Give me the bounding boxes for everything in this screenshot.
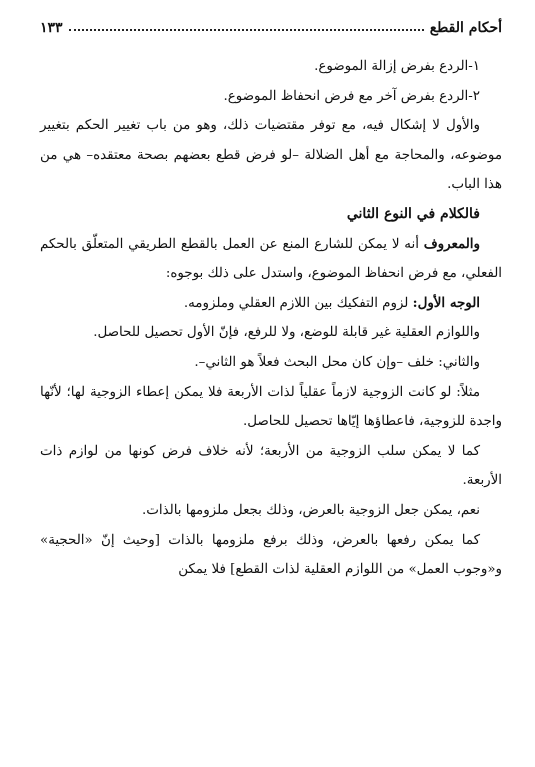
dotted-leader [69, 29, 424, 31]
paragraph-2 [40, 230, 502, 289]
paragraph-3 [40, 289, 502, 319]
paragraph-7: كما لا يمكن سلب الزوجية من الأربعة؛ لأنه خلاف فرض كونها من لوازم ذات الأربعة. [40, 443, 502, 489]
paragraph-5: والثاني: خلف –وإن كان محل البحث فعلاً هو الثاني–. [194, 354, 480, 370]
paragraph-3-text: لزوم التفكيك بين اللازم العقلي وملزومه. [183, 295, 413, 311]
paragraph-4: واللوازم العقلية غير قابلة للوضع، ولا للرفع، فإنّ الأول تحصيل للحاصل. [93, 325, 480, 341]
paragraph-9: كما يمكن رفعها بالعرض، وذلك برفع ملزومها بالذات [وحيث إنّ «الحجية» و«وجوب العمل» من اللوازم العقلية لذات القطع] فلا يمكن [40, 532, 502, 578]
paragraph-3-lead: الوجه الأول: [412, 294, 480, 311]
section-heading: فالكلام في النوع الثاني [346, 205, 480, 222]
list-item-2: ٢-الردع بفرض آخر مع فرض انحفاظ الموضوع. [223, 88, 480, 104]
paragraph-6: مثلاً: لو كانت الزوجية لازماً عقلياً لذات الأربعة فلا يمكن إعطاء الزوجية لها؛ لأنّها واجدة للزوجية، فاعطاؤها إيّاها تحصيل للحاصل. [40, 384, 502, 430]
paragraph-1: والأول لا إشكال فيه، مع توفر مقتضيات ذلك، وهو من باب تغيير الحكم بتغيير موضوعه، والمحاجة مع أهل الضلالة –لو فرض قطع بعضهم بصحة معتقده– هي من هذا الباب. [40, 118, 502, 193]
paragraph-2-lead: والمعروف [423, 235, 480, 252]
header-title: أحكام القطع [429, 20, 502, 36]
paragraph-8: نعم، يمكن جعل الزوجية بالعرض، وذلك بجعل ملزومها بالذات. [142, 502, 480, 518]
list-item-1: ١-الردع بفرض إزالة الموضوع. [314, 59, 480, 74]
page-number: ١٣٣ [40, 20, 63, 36]
running-header [40, 12, 502, 36]
page [40, 12, 502, 585]
page-body [40, 52, 502, 585]
paragraph-2-text: أنه لا يمكن للشارع المنع عن العمل بالقطع الطريقي المتعلّق بالحكم الفعلي، مع فرض انحفاظ الموضوع، واستدل على ذلك بوجوه: [40, 236, 502, 282]
